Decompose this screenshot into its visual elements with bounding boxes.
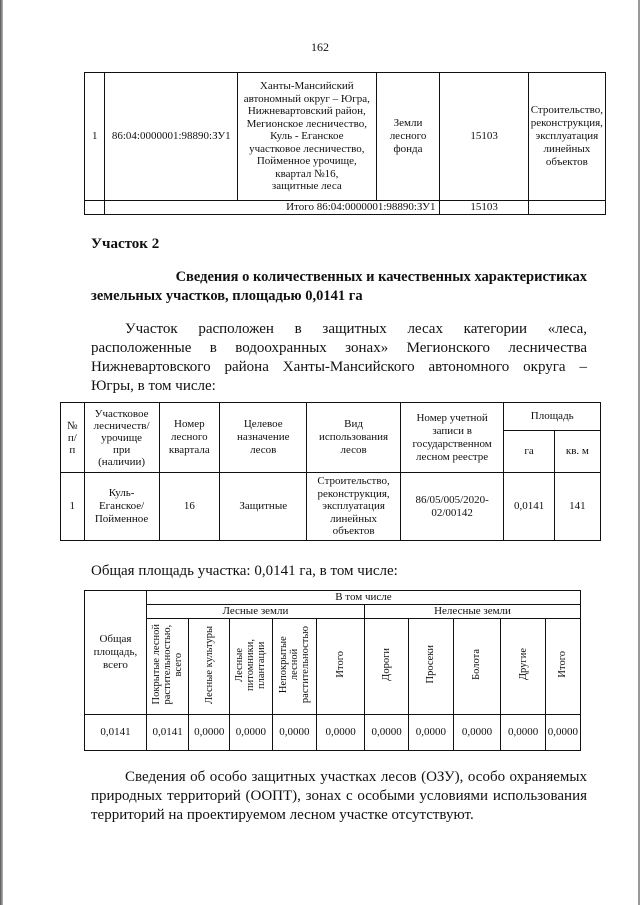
value-covered: 0,0141: [146, 715, 189, 751]
table-row: [85, 715, 581, 751]
value-nonforest-total: 0,0000: [545, 715, 580, 751]
value-cultures: 0,0000: [189, 715, 230, 751]
col-clearings: Просеки: [409, 619, 453, 715]
col-nonforest-total: Итого: [545, 619, 580, 715]
cell-usage: Строительство, реконструкция, эксплуатация линейных объектов: [307, 473, 400, 541]
header-forestry: Участковое лесничеств/ урочище при (наличии): [84, 403, 159, 473]
header-total-area: Общая площадь, всего: [85, 591, 147, 715]
area-cell: 15103: [440, 73, 528, 201]
area-breakdown-table: [84, 590, 581, 751]
value-other: 0,0000: [501, 715, 545, 751]
row-number: 1: [85, 73, 105, 201]
header-nonforest-lands: Нелесные земли: [365, 605, 581, 619]
col-nurseries: Лесные питомники, плантации: [230, 619, 273, 715]
value-forest-total: 0,0000: [317, 715, 365, 751]
total-row: [85, 201, 606, 215]
header-sqm: кв. м: [554, 431, 600, 473]
header-quarter: Номер лесного квартала: [159, 403, 220, 473]
value-uncovered: 0,0000: [272, 715, 316, 751]
header-area: Площадь: [504, 403, 601, 431]
col-uncovered: Непокрытые лесной растительностью: [272, 619, 316, 715]
header-ha: га: [504, 431, 554, 473]
table-row: [85, 73, 606, 201]
header-including: В том числе: [146, 591, 580, 605]
cell-purpose: Защитные: [220, 473, 307, 541]
intro-paragraph: Участок расположен в защитных лесах категории «леса, расположенные в водоохранных зонах» Мегионского лесничества Нижневартовского района Ханты-Мансийского автономного округа – Югры, в том числе:: [91, 321, 587, 394]
value-total: 0,0141: [85, 715, 147, 751]
col-swamps: Болота: [453, 619, 501, 715]
cell-num: 1: [61, 473, 85, 541]
closing-paragraph: Сведения об особо защитных участках лесов (ОЗУ), особо охраняемых природных территорий (ООПТ), зонах с особыми условиями использования территорий на проектируемом лесном участке отсутствуют.: [91, 769, 587, 823]
header-purpose: Целевое назначение лесов: [220, 403, 307, 473]
usage-cell: Строительство, реконструкция, эксплуатация линейных объектов: [528, 73, 605, 201]
col-cultures: Лесные культуры: [189, 619, 230, 715]
col-covered: Покрытые лесной растительностью, всего: [146, 619, 189, 715]
header-forest-lands: Лесные земли: [146, 605, 364, 619]
value-nurseries: 0,0000: [230, 715, 273, 751]
land-category-cell: Земли лесного фонда: [376, 73, 440, 201]
header-num: № п/ п: [61, 403, 85, 473]
scan-edge-left: [0, 0, 3, 905]
header-usage: Вид использования лесов: [307, 403, 400, 473]
col-other: Другие: [501, 619, 545, 715]
total-value: 15103: [440, 201, 528, 215]
continuation-table: [84, 72, 606, 215]
section-title: Участок 2: [91, 236, 160, 252]
location-cell: Ханты-Мансийский автономный округ – Югра, Нижневартовский район, Мегионское лесничество, Куль - Еганское участковое лесничество, Пойменное урочище, квартал №16, защитные леса: [238, 73, 377, 201]
cell-sqm: 141: [554, 473, 600, 541]
col-forest-total: Итого: [317, 619, 365, 715]
cell-quarter: 16: [159, 473, 220, 541]
page-number: 162: [311, 40, 329, 54]
cadastral-number: 86:04:0000001:98890:ЗУ1: [105, 73, 238, 201]
table-row: [61, 473, 601, 541]
header-registry: Номер учетной записи в государственном лесном реестре: [400, 403, 504, 473]
cell-forestry: Куль- Еганское/ Пойменное: [84, 473, 159, 541]
cell-registry: 86/05/005/2020- 02/00142: [400, 473, 504, 541]
total-area-text: Общая площадь участка: 0,0141 га, в том числе:: [91, 563, 398, 579]
value-clearings: 0,0000: [409, 715, 453, 751]
value-roads: 0,0000: [365, 715, 409, 751]
cell-ha: 0,0141: [504, 473, 554, 541]
value-swamps: 0,0000: [453, 715, 501, 751]
col-roads: Дороги: [365, 619, 409, 715]
characteristics-table: [60, 402, 601, 541]
characteristics-heading: Сведения о количественных и качественных характеристиках земельных участков, площадью 0,0141 га: [91, 269, 587, 304]
total-label: Итого 86:04:0000001:98890:ЗУ1: [105, 201, 440, 215]
